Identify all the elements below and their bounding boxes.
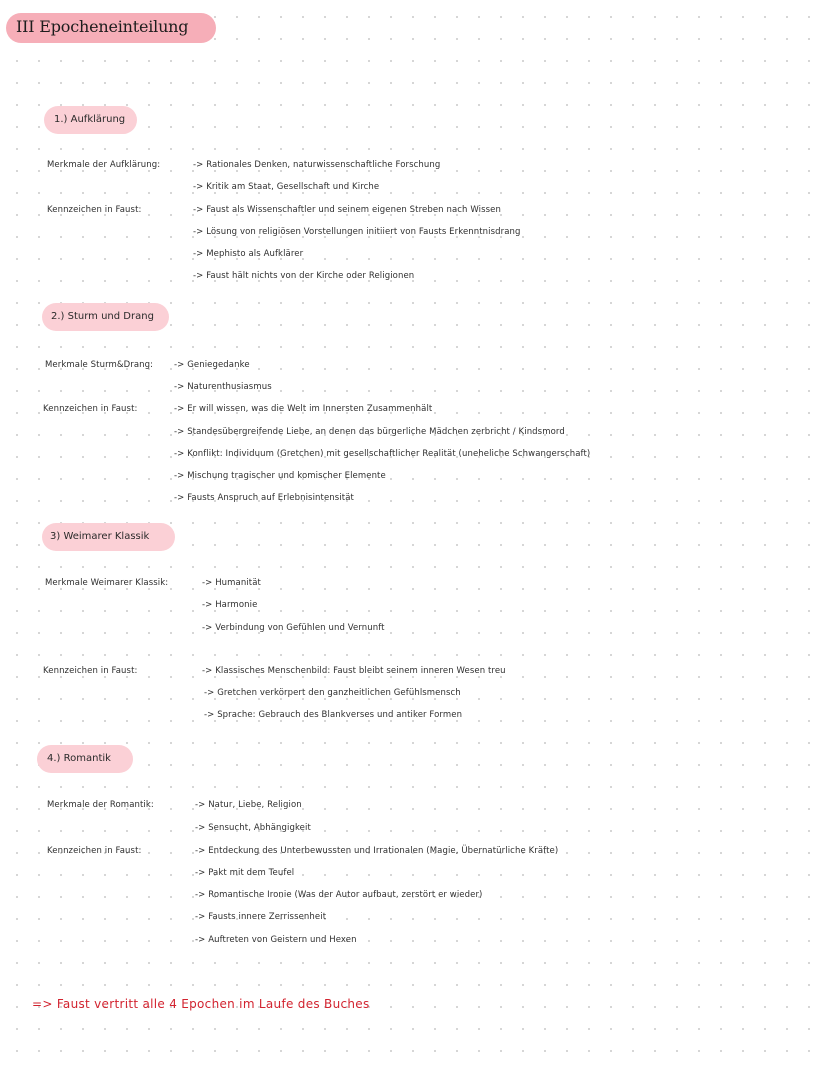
section-1-kennzeichen-item: -> Mephisto als Aufklärer bbox=[193, 249, 304, 259]
section-4-kennzeichen-item: -> Pakt mit dem Teufel bbox=[195, 868, 295, 878]
section-2-kennzeichen-item: -> Konflikt: Individuum (Gretchen) mit gesellschaftlicher Realität (uneheliche Schwangerschaft) bbox=[174, 449, 591, 459]
section-2-kennzeichen-label: Kennzeichen in Faust: bbox=[43, 404, 138, 414]
section-3-kennzeichen-item: -> Klassisches Menschenbild: Faust bleibt seinem inneren Wesen treu bbox=[202, 666, 506, 676]
section-1-merkmale-item: -> Kritik am Staat, Gesellschaft und Kirche bbox=[193, 182, 380, 192]
section-3-merkmale-item: -> Harmonie bbox=[202, 600, 258, 610]
section-3-kennzeichen-label: Kennzeichen in Faust: bbox=[43, 666, 138, 676]
section-3-kennzeichen-item: -> Sprache: Gebrauch des Blankverses und antiker Formen bbox=[204, 710, 463, 720]
section-3-merkmale-item: -> Verbindung von Gefühlen und Vernunft bbox=[202, 623, 385, 633]
section-3-merkmale-item: -> Humanität bbox=[202, 578, 261, 588]
section-2-merkmale-item: -> Naturenthusiasmus bbox=[174, 382, 272, 392]
section-4-heading: 4.) Romantik bbox=[47, 753, 111, 764]
section-2-kennzeichen-item: -> Standesübergreifende Liebe, an denen das bürgerliche Mädchen zerbricht / Kindsmord bbox=[174, 427, 565, 437]
section-1-kennzeichen-item: -> Faust als Wissenschaftler und seinem eigenen Streben nach Wissen bbox=[193, 205, 501, 215]
section-2-merkmale-item: -> Geniegedanke bbox=[174, 360, 250, 370]
section-2-merkmale-label: Merkmale Sturm&Drang: bbox=[45, 360, 154, 370]
conclusion-text: => Faust vertritt alle 4 Epochen im Laufe des Buches bbox=[32, 997, 370, 1011]
section-1-kennzeichen-item: -> Lösung von religiösen Vorstellungen initiiert von Fausts Erkenntnisdrang bbox=[193, 227, 521, 237]
section-2-kennzeichen-item: -> Er will wissen, was die Welt im Innersten Zusammenhält bbox=[174, 404, 433, 414]
section-1-heading: 1.) Aufklärung bbox=[54, 114, 126, 125]
section-4-merkmale-item: -> Sensucht, Abhängigkeit bbox=[195, 823, 311, 833]
section-4-kennzeichen-item: -> Entdeckung des Unterbewussten und Irrationalen (Magie, Übernatürliche Kräfte) bbox=[195, 846, 559, 856]
page-title: III Epocheneinteilung bbox=[16, 17, 189, 36]
section-2-kennzeichen-item: -> Mischung tragischer und komischer Elemente bbox=[174, 471, 386, 481]
section-1-kennzeichen-label: Kennzeichen in Faust: bbox=[47, 205, 142, 215]
section-4-kennzeichen-item: -> Fausts innere Zerrissenheit bbox=[195, 912, 327, 922]
section-4-kennzeichen-label: Kennzeichen in Faust: bbox=[47, 846, 142, 856]
section-1-kennzeichen-item: -> Faust hält nichts von der Kirche oder Religionen bbox=[193, 271, 415, 281]
section-2-heading: 2.) Sturm und Drang bbox=[51, 311, 154, 322]
section-1-merkmale-item: -> Rationales Denken, naturwissenschaftliche Forschung bbox=[193, 160, 441, 170]
section-2-kennzeichen-item: -> Fausts Anspruch auf Erlebnisintensität bbox=[174, 493, 354, 503]
section-3-kennzeichen-item: -> Gretchen verkörpert den ganzheitlichen Gefühlsmensch bbox=[204, 688, 461, 698]
section-4-kennzeichen-item: -> Auftreten von Geistern und Hexen bbox=[195, 935, 357, 945]
section-3-heading: 3) Weimarer Klassik bbox=[50, 531, 150, 542]
section-4-kennzeichen-item: -> Romantische Ironie (Was der Autor aufbaut, zerstört er wieder) bbox=[195, 890, 483, 900]
section-3-merkmale-label: Merkmale Weimarer Klassik: bbox=[45, 578, 169, 588]
section-1-merkmale-label: Merkmale der Aufklärung: bbox=[47, 160, 161, 170]
section-4-merkmale-item: -> Natur, Liebe, Religion bbox=[195, 800, 302, 810]
section-4-merkmale-label: Merkmale der Romantik: bbox=[47, 800, 154, 810]
